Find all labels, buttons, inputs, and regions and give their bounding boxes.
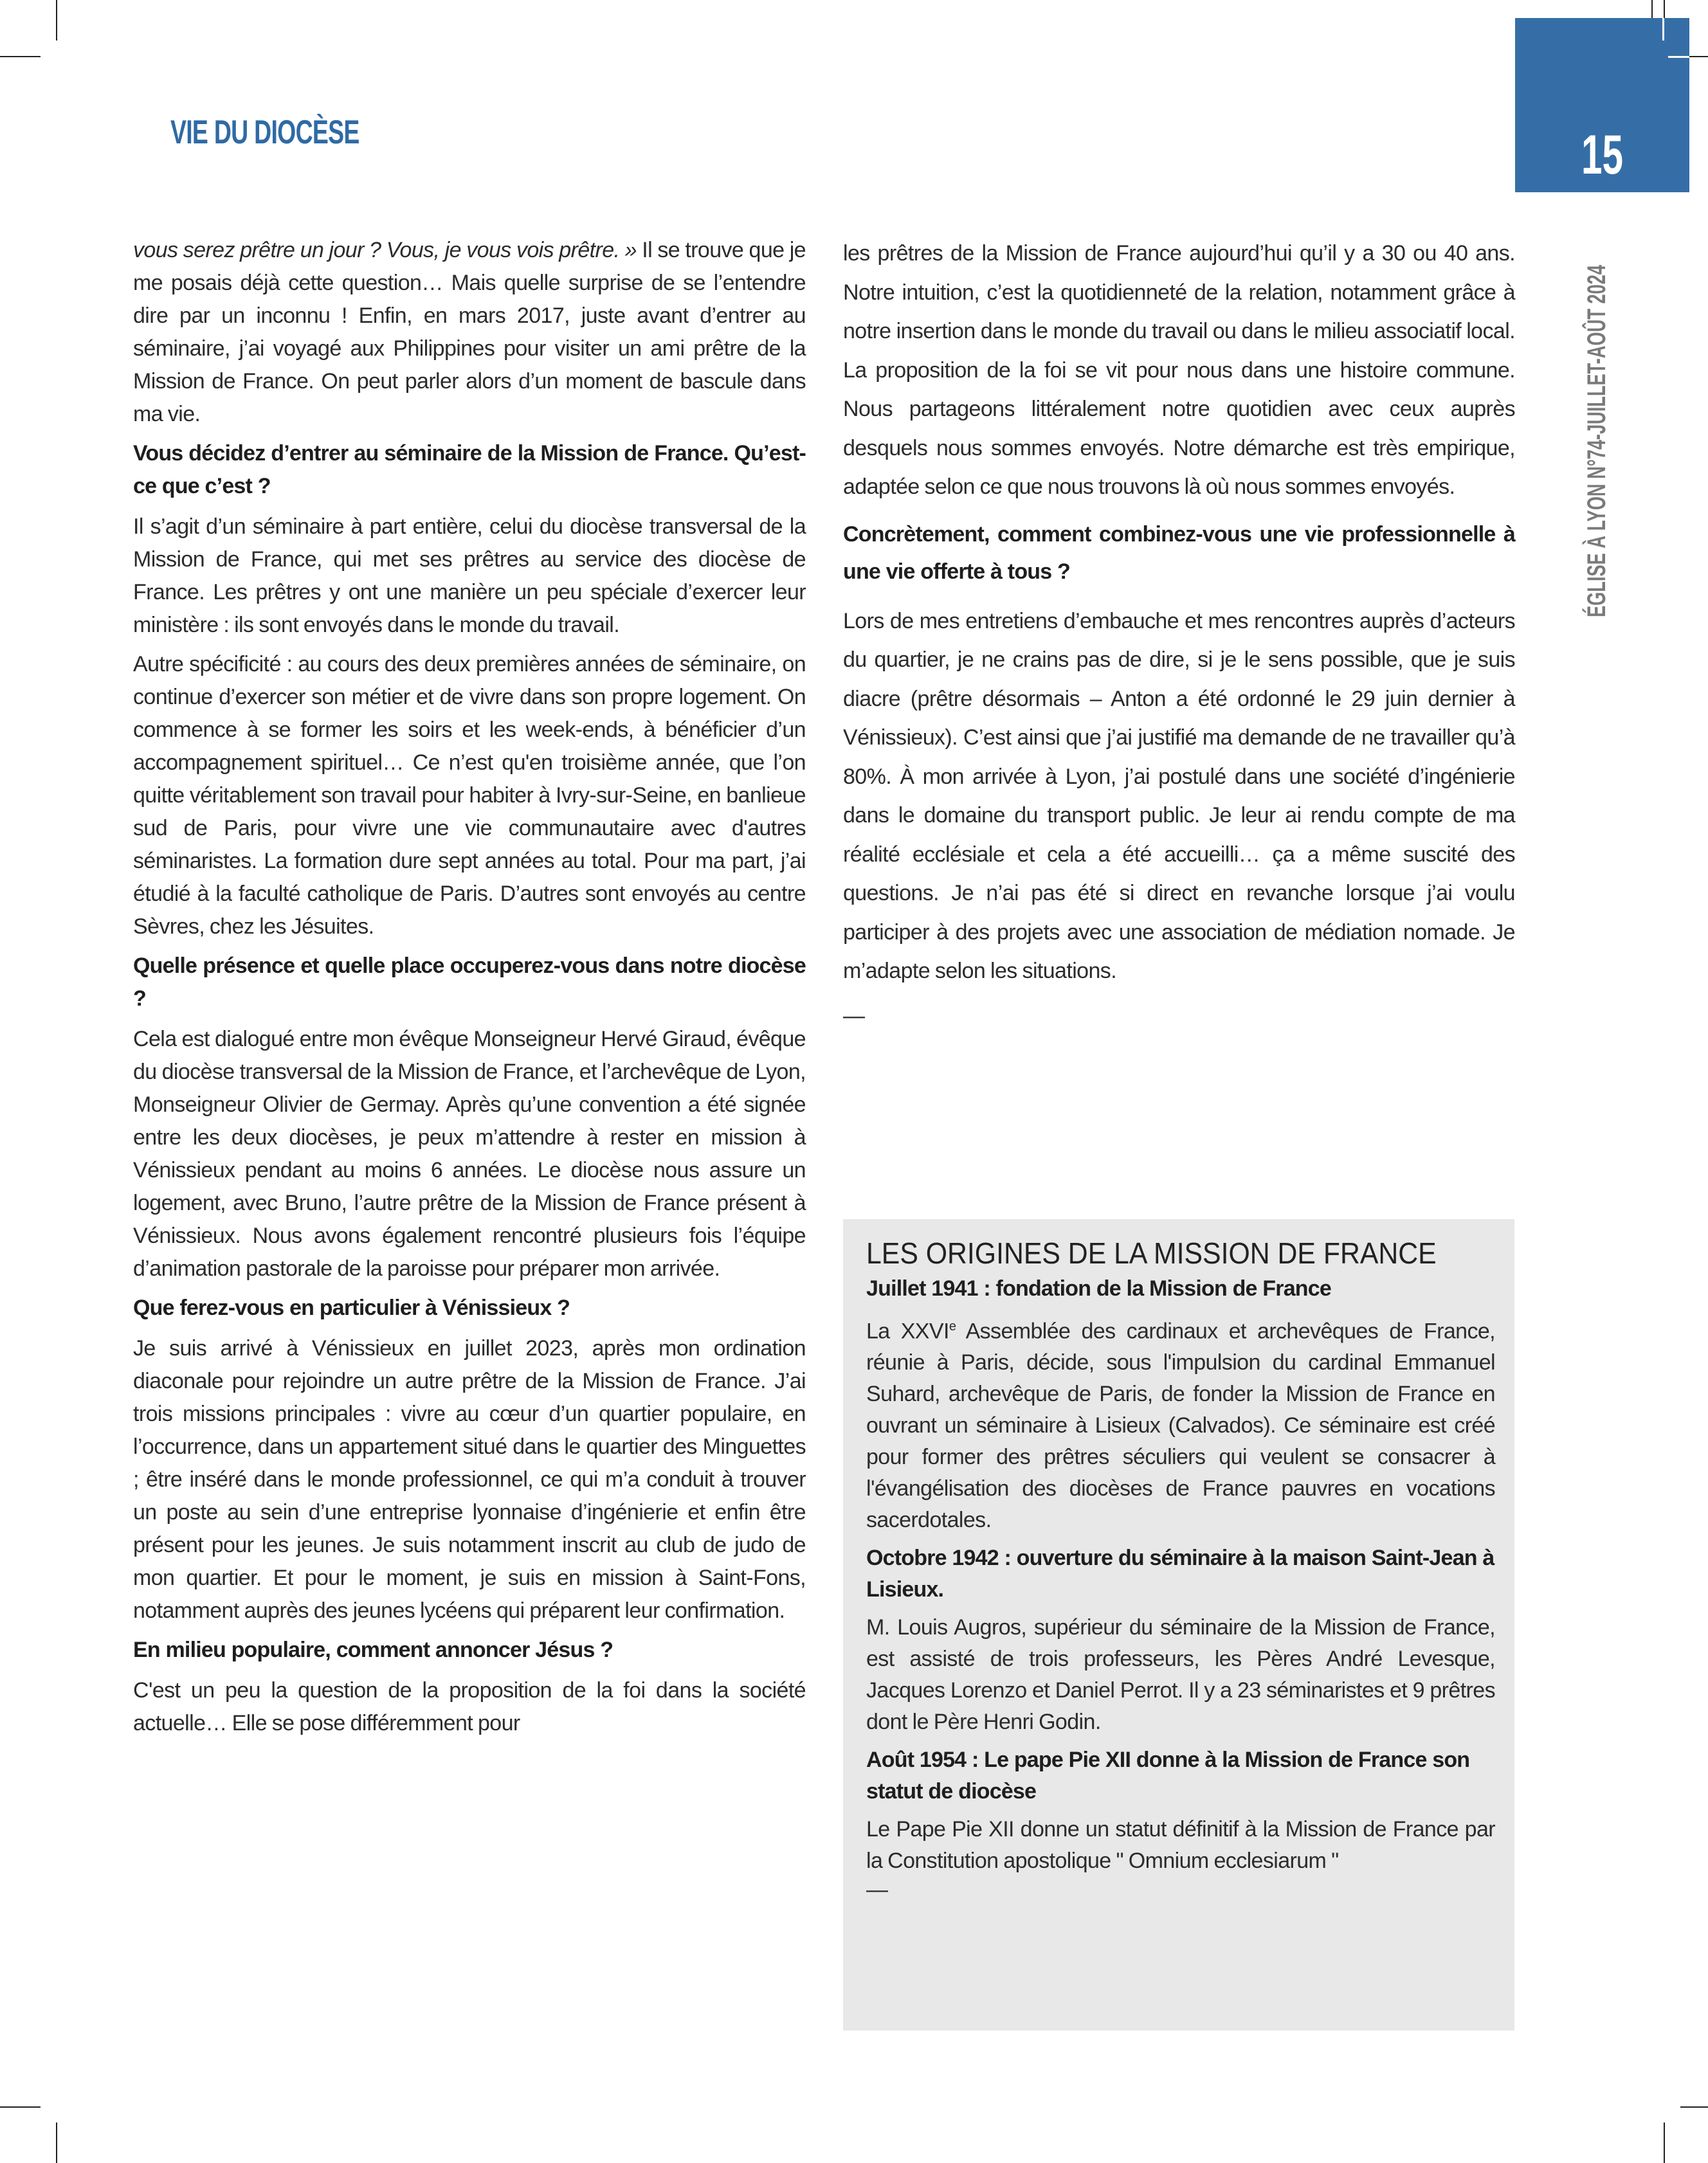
paragraph (133, 234, 806, 431)
article-column-right (843, 234, 1515, 1033)
crop-mark-top-right-v-inner (1662, 18, 1664, 41)
timeline-heading: Août 1954 : Le pape Pie XII donne à la Mission de France son statut de diocèse (866, 1748, 1470, 1804)
quote-italic: vous serez prêtre un jour ? Vous, je vous vois prêtre. » (133, 238, 637, 262)
interview-question: En milieu populaire, comment annoncer Jésus ? (133, 1638, 613, 1662)
history-sidebar-box (843, 1219, 1514, 2031)
end-mark: — (866, 1878, 888, 1903)
timeline-body (866, 1311, 1495, 1536)
history-sidebar-content (866, 1233, 1495, 1903)
timeline-body-prefix: La XXVI (866, 1319, 949, 1344)
paragraph: Autre spécificité : au cours des deux premières années de séminaire, on continue d’exercer son métier et de vivre dans son propre logement. On commence à se former les soirs et les week-ends, à bénéficier d’un accompagnement spirituel… Ce n’est qu'en troisième année, que l’on quitte véritablement son travail pour habiter à Ivry-sur-Seine, en banlieue sud de Paris, pour vivre une vie communautaire avec d'autres séminaristes. La formation dure sept années au total. Pour ma part, j’ai étudié à la faculté catholique de Paris. D’autres sont envoyés au centre Sèvres, chez les Jésuites. (133, 652, 806, 939)
publication-caption (1583, 99, 1612, 617)
timeline-heading: Juillet 1941 : fondation de la Mission de France (866, 1276, 1331, 1301)
interview-question: Quelle présence et quelle place occuperez-vous dans notre diocèse ? (133, 954, 806, 1011)
crop-mark-top-left-v (56, 0, 57, 41)
crop-mark-top-right-h (1689, 56, 1708, 57)
interview-question: Concrètement, comment combinez-vous une vie professionnelle à une vie offerte à tous ? (843, 521, 1515, 584)
crop-mark-top-right-v-dark (1651, 0, 1653, 18)
paragraph: Cela est dialogué entre mon évêque Monseigneur Hervé Giraud, évêque du diocèse transversal de la Mission de France, et l’archevêque de Lyon, Monseigneur Olivier de Germay. Après qu’une convention a été signée entre les deux diocèses, je peux m’attendre à rester en mission à Vénissieux pendant au moins 6 années. Le diocèse nous assure un logement, avec Bruno, l’autre prêtre de la Mission de France présent à Vénissieux. Nous avons également rencontré plusieurs fois l’équipe d’animation pastorale de la paroisse pour préparer mon arrivée. (133, 1027, 806, 1281)
paragraph: les prêtres de la Mission de France aujourd’hui qu’il y a 30 ou 40 ans. Notre intuition, c’est la quotidienneté de la relation, notamment grâce à notre insertion dans le monde du travail ou dans le milieu associatif local. La proposition de la foi se vit pour nous dans une histoire commune. Nous partageons littéralement notre quotidien avec ceux auprès desquels nous sommes envoyés. Notre démarche est très empirique, adaptée selon ce que nous trouvons là où nous sommes envoyés. (843, 241, 1515, 499)
publication-caption-text: ÉGLISE À LYON N°74-JUILLET-AOÛT 2024 (1583, 265, 1611, 617)
timeline-body: M. Louis Augros, supérieur du séminaire de la Mission de France, est assisté de trois professeurs, les Pères André Levesque, Jacques Lorenzo et Daniel Perrot. Il y a 23 séminaristes et 9 prêtres dont le Père Henri Godin. (866, 1615, 1495, 1735)
timeline-body: Le Pape Pie XII donne un statut définitif à la Mission de France par la Constitution apostolique " Omnium ecclesiarum " (866, 1817, 1495, 1874)
paragraph-text: Il se trouve que je me posais déjà cette question… Mais quelle surprise de se l’entendre dire par un inconnu ! Enfin, en mars 2017, juste avant d’entrer au séminaire, j’ai voyagé aux Philippines pour visiter un ami prêtre de la Mission de France. On peut parler alors d’un moment de bascule dans ma vie. (133, 238, 806, 426)
crop-mark-top-left-h (0, 56, 41, 57)
interview-question: Vous décidez d’entrer au séminaire de la Mission de France. Qu’est-ce que c’est ? (133, 441, 806, 498)
ordinal-superscript: e (949, 1319, 956, 1334)
timeline-body-text: Assemblée des cardinaux et archevêques de France, réunie à Paris, décide, sous l'impulsion du cardinal Emmanuel Suhard, archevêque de Paris, de fonder la Mission de France en ouvrant un séminaire à Lisieux (Calvados). Ce séminaire est créé pour former des prêtres séculiers qui veulent se consacrer à l'évangélisation des diocèses de France pauvres en vocations sacerdotales. (866, 1319, 1495, 1533)
paragraph: Il s’agit d’un séminaire à part entière, celui du diocèse transversal de la Mission de France, qui met ses prêtres au service des diocèse de France. Les prêtres y ont une manière un peu spéciale d’exercer leur ministère : ils sont envoyés dans le monde du travail. (133, 514, 806, 637)
crop-mark-top-right-h-inner (1668, 56, 1689, 58)
paragraph: Je suis arrivé à Vénissieux en juillet 2023, après mon ordination diaconale pour rejoindre un autre prêtre de la Mission de France. J’ai trois missions principales : vivre au cœur d’un quartier populaire, en l’occurrence, dans un appartement situé dans le quartier des Minguettes ; être inséré dans le monde professionnel, ce qui m’a conduit à trouver un poste au sein d’une entreprise lyonnaise d’ingénierie et enfin être présent pour les jeunes. Je suis notamment inscrit au club de judo de mon quartier. Et pour le moment, je suis en mission à Saint-Fons, notamment auprès des jeunes lycéens qui préparent leur confirmation. (133, 1336, 806, 1623)
interview-question: Que ferez-vous en particulier à Vénissieux ? (133, 1296, 570, 1320)
sidebar-title: LES ORIGINES DE LA MISSION DE FRANCE (866, 1236, 1437, 1270)
crop-mark-bottom-left-h (0, 2106, 41, 2108)
article-column-left (133, 234, 806, 1746)
crop-mark-bottom-left-v (56, 2122, 57, 2163)
crop-mark-bottom-right-h (1680, 2106, 1708, 2108)
section-title: VIE DU DIOCÈSE (170, 114, 359, 151)
crop-mark-bottom-right-v (1664, 2122, 1665, 2163)
timeline-heading: Octobre 1942 : ouverture du séminaire à la maison Saint-Jean à Lisieux. (866, 1546, 1494, 1602)
page-number: 15 (1581, 124, 1624, 186)
end-mark: — (843, 1003, 865, 1028)
paragraph: Lors de mes entretiens d’embauche et mes rencontres auprès d’acteurs du quartier, je ne crains pas de dire, si je le sens possible, que je suis diacre (prêtre désormais – Anton a été ordonné le 29 juin dernier à Vénissieux). C’est ainsi que j’ai justifié ma demande de ne travailler qu’à 80%. À mon arrivée à Lyon, j’ai postulé dans une société d’ingénierie dans le domaine du transport public. Je leur ai rendu compte de ma réalité ecclésiale et cela a été accueilli… ça a même suscité des questions. Je n’ai pas été si direct en revanche lorsque j’ai voulu participer à des projets avec une association de médiation nomade. Je m’adapte selon les situations. (843, 608, 1515, 983)
paragraph: C'est un peu la question de la proposition de la foi dans la société actuelle… Elle se pose différemment pour (133, 1678, 806, 1735)
